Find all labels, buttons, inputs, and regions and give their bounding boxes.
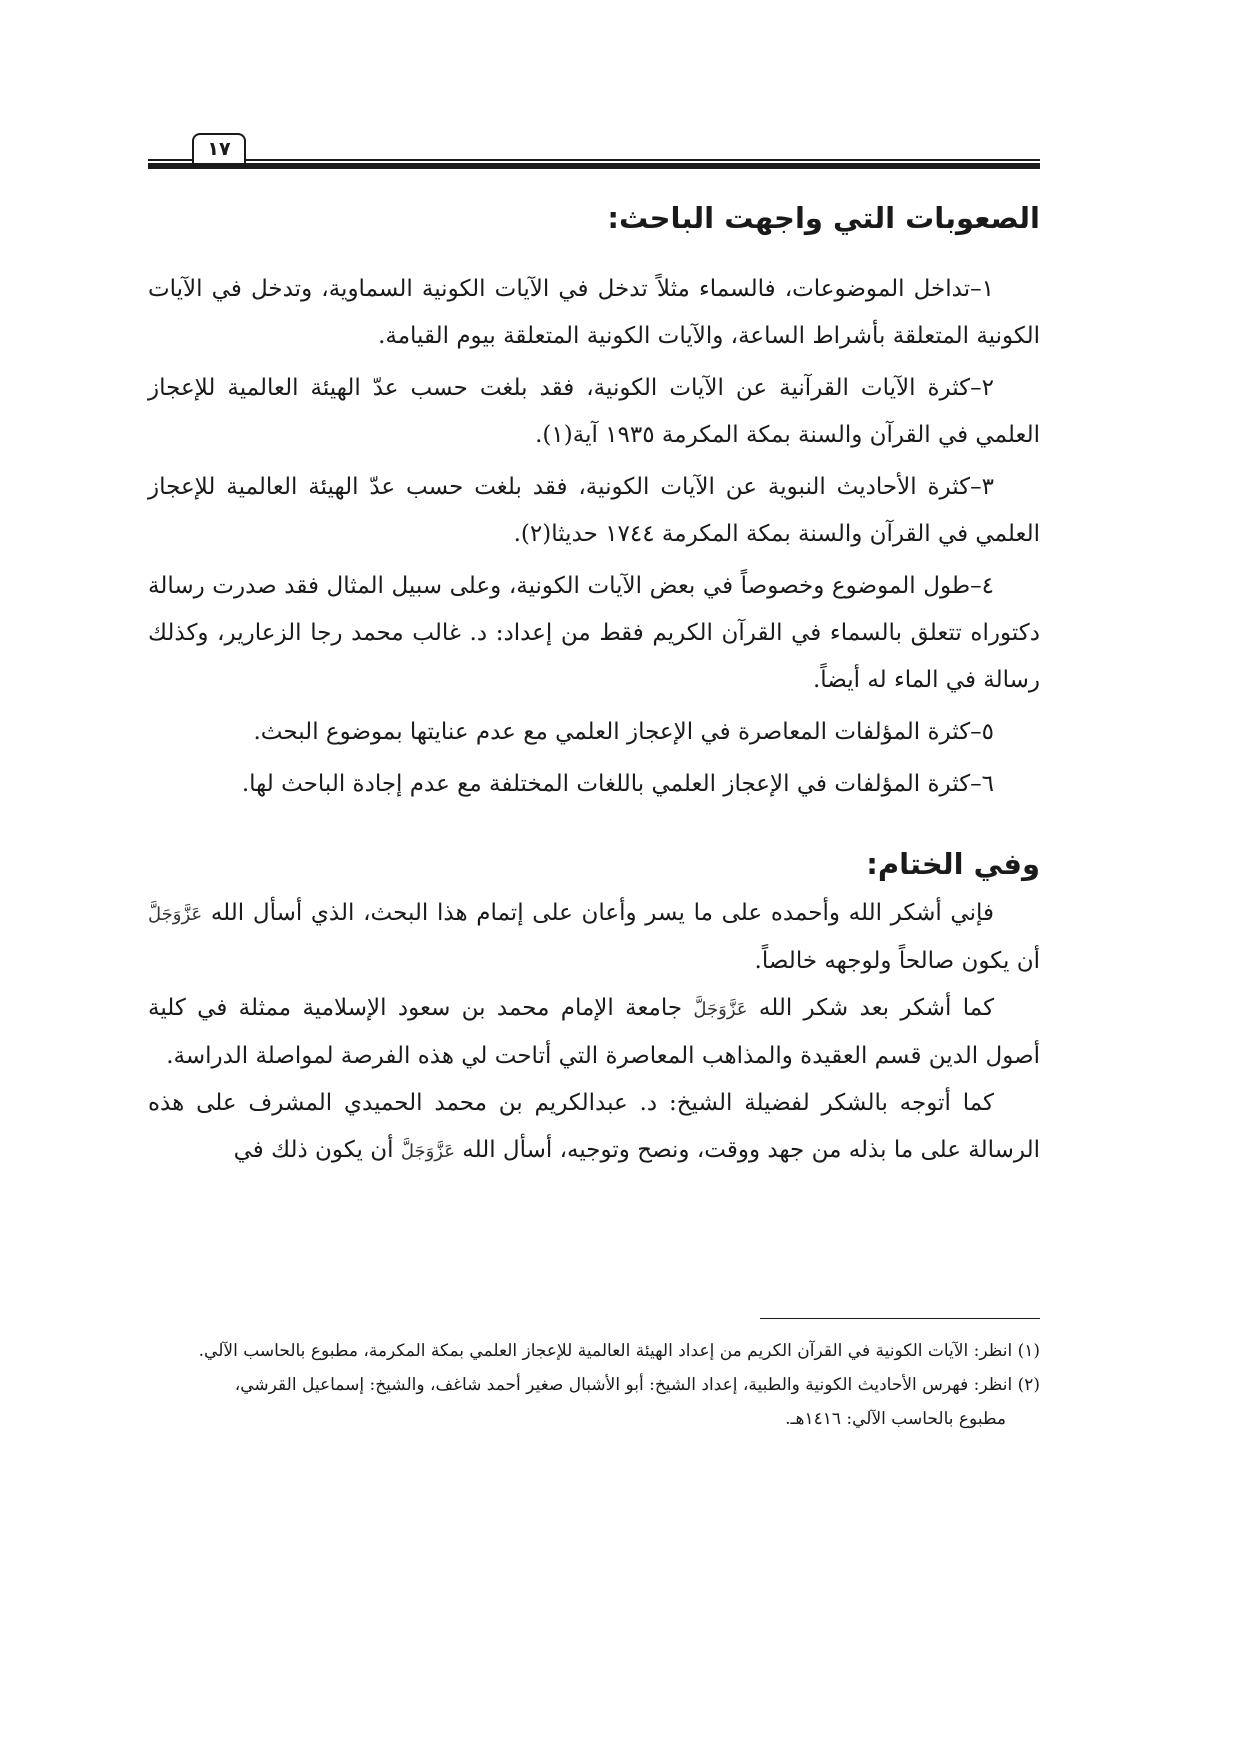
list-item: ٤–طول الموضوع وخصوصاً في بعض الآيات الكونية، وعلى سبيل المثال فقد صدرت رسالة دكتوراه تتعلق بالسماء في القرآن الكريم فقط من إعداد: د. غالب محمد رجا الزعارير، وكذلك رسالة في الماء له أيضاً. xyxy=(148,573,1040,693)
footnote-separator xyxy=(760,1318,1040,1319)
honorific-glyph: عَزَّوَجَلَّ xyxy=(400,1141,455,1162)
list-item: ٦–كثرة المؤلفات في الإعجاز العلمي باللغات المختلفة مع عدم إجادة الباحث لها. xyxy=(241,771,994,797)
honorific-glyph: عَزَّوَجَلَّ xyxy=(148,904,203,925)
honorific-glyph: عَزَّوَجَلَّ xyxy=(693,999,748,1020)
section-title-difficulties: الصعوبات التي واجهت الباحث: xyxy=(607,201,1040,235)
header-rule-thick xyxy=(148,163,1040,169)
list-item: ١–تداخل الموضوعات، فالسماء مثلاً تدخل في الآيات الكونية السماوية، وتدخل في الآيات الكونية المتعلقة بأشراط الساعة، والآيات الكونية المتعلقة بيوم القيامة. xyxy=(148,276,1040,349)
conclusion-paragraph-1 xyxy=(148,890,1040,985)
footnote-2 xyxy=(148,1368,1040,1436)
list-item: ٢–كثرة الآيات القرآنية عن الآيات الكونية، فقد بلغت حسب عدّ الهيئة العالمية للإعجاز العلمي في القرآن والسنة بمكة المكرمة ١٩٣٥ آية(١). xyxy=(148,375,1040,448)
list-item: ٣–كثرة الأحاديث النبوية عن الآيات الكونية، فقد بلغت حسب عدّ الهيئة العالمية للإعجاز العلمي في القرآن والسنة بمكة المكرمة ١٧٤٤ حديثا(٢). xyxy=(148,474,1040,547)
paragraph-text: كما أتوجه بالشكر لفضيلة الشيخ: د. عبدالكريم بن محمد الحميدي المشرف على هذه الرسالة على ما بذله من جهد ووقت، ونصح وتوجيه، أسأل الله xyxy=(148,1090,1040,1163)
paragraph-text: كما أشكر بعد شكر الله xyxy=(758,995,995,1021)
header-rule-thin xyxy=(148,159,1040,161)
paragraph-text: جامعة الإمام محمد بن سعود الإسلامية ممثلة في كلية أصول الدين قسم العقيدة والمذاهب المعاصرة التي أتاحت لي هذه الفرصة لمواصلة الدراسة. xyxy=(148,995,1040,1069)
paragraph-text: فإني أشكر الله وأحمده على ما يسر وأعان على إتمام هذا البحث، الذي أسأل الله xyxy=(210,900,995,926)
footnote-1: (١) انظر: الآيات الكونية في القرآن الكريم من إعداد الهيئة العالمية للإعجاز العلمي بمكة المكرمة، مطبوع بالحاسب الآلي. xyxy=(198,1341,1040,1361)
list-item: ٥–كثرة المؤلفات المعاصرة في الإعجاز العلمي مع عدم عنايتها بموضوع البحث. xyxy=(253,719,994,745)
page-number: ١٧ xyxy=(192,133,246,163)
paragraph-text: أن يكون ذلك في xyxy=(233,1137,394,1163)
footnote-2-line-2: مطبوع بالحاسب الآلي: ١٤١٦هـ. xyxy=(785,1409,1006,1429)
conclusion-paragraph-3 xyxy=(148,1080,1040,1175)
section-title-conclusion: وفي الختام: xyxy=(866,847,1040,881)
footnote-2-line-1: (٢) انظر: فهرس الأحاديث الكونية والطبية، إعداد الشيخ: أبو الأشبال صغير أحمد شاغف، والشيخ: إسماعيل القرشي، xyxy=(234,1375,1040,1395)
conclusion-paragraph-2 xyxy=(148,985,1040,1080)
difficulties-list xyxy=(148,266,1040,808)
footnotes xyxy=(148,1334,1040,1436)
paragraph-text: أن يكون صالحاً ولوجهه خالصاً. xyxy=(754,948,1040,974)
main-content xyxy=(148,198,1040,1175)
